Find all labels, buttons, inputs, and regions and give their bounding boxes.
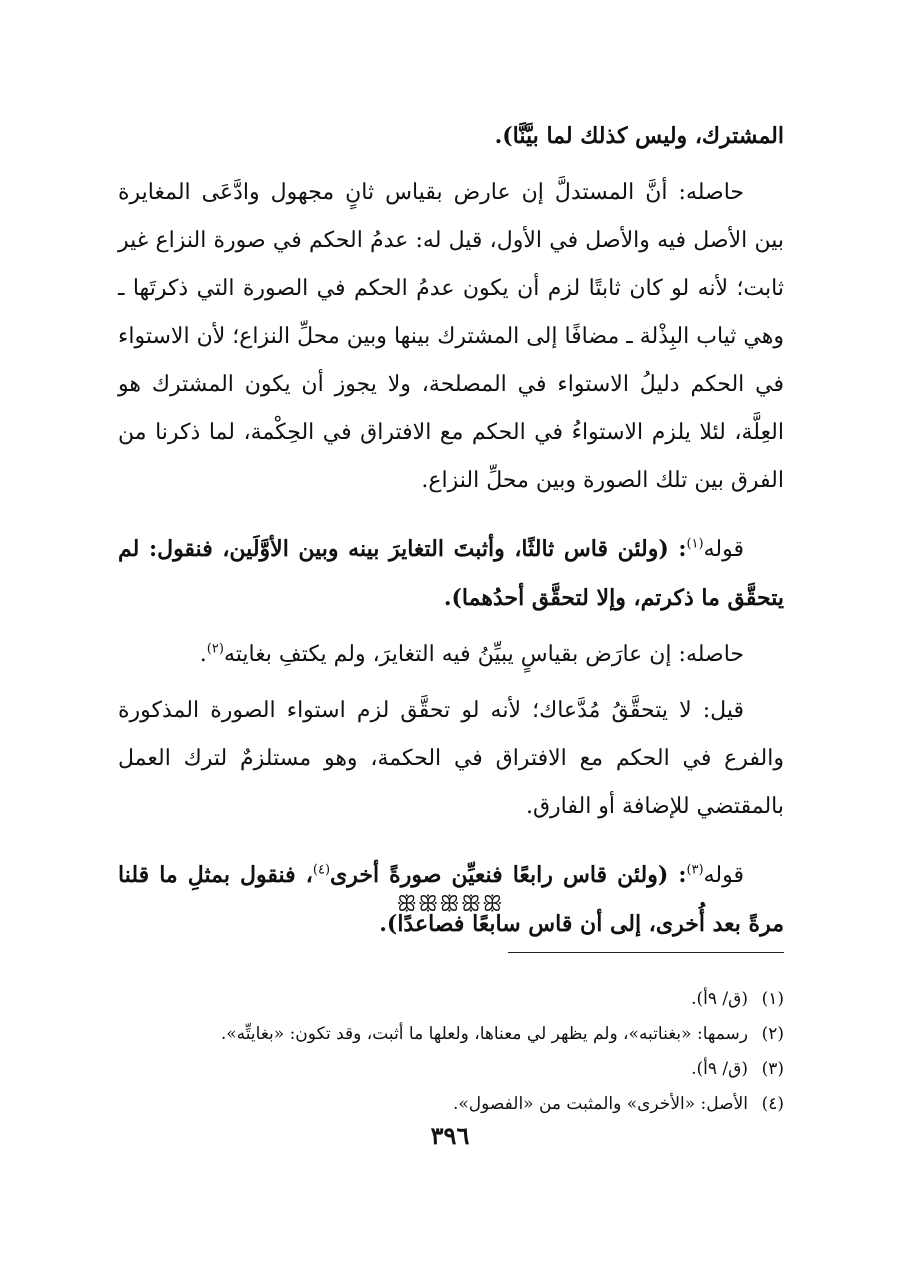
footnote-text: (ق/ ٩أ). — [691, 1059, 748, 1079]
text-run: حاصله: إن عارَض بقياسٍ يبيِّنُ فيه التغايرَ، ولم يكتفِ بغايته — [223, 642, 744, 667]
footnote — [118, 1087, 784, 1122]
paragraph — [118, 631, 784, 679]
footnote — [118, 982, 784, 1017]
footnote-number: (٤) — [761, 1094, 784, 1114]
footnote-number: (٢) — [761, 1024, 784, 1044]
text-run: قوله — [703, 537, 744, 562]
text-run: : (ولئن قاس رابعًا فنعيِّن صورةً أخرى — [330, 862, 687, 888]
text-run: قوله — [703, 863, 744, 888]
footnote-text: الأصل: «الأخرى» والمثبت من «الفصول». — [452, 1094, 748, 1114]
main-text — [118, 112, 784, 949]
paragraph — [118, 169, 784, 505]
footnote-text: (ق/ ٩أ). — [691, 989, 748, 1009]
footnote-number: (٣) — [761, 1059, 784, 1079]
text-run: المشترك، وليس كذلك لما بيَّنَّا). — [494, 123, 784, 149]
section-ornament: ꕥꕥꕥꕥꕥ — [396, 892, 504, 917]
footnote — [118, 1052, 784, 1087]
paragraph — [118, 112, 784, 161]
footnote-separator — [508, 952, 784, 953]
text-run: حاصله: أنَّ المستدلَّ إن عارض بقياس ثانٍ مجهول وادَّعَى المغايرة بين الأصل فيه والأصل في الأول، قيل له: عدمُ الحكم في صورة النزاع غير ثابت؛ لأنه لو كان ثابتًا لزم أن يكون عدمُ الحكم في الصورة التي ذكرتَها ـ وهي ثياب البِذْلة ـ مضافًا إلى المشترك بينها وبين محلِّ النزاع؛ لأن الاستواء في الحكم دليلُ الاستواء في المصلحة، ولا يجوز أن يكون المشترك هو العِلَّة، لئلا يلزم الاستواءُ في الحكم مع الافتراق في الحِكْمة، لما ذكرنا من الفرق بين تلك الصورة وبين محلِّ النزاع. — [118, 180, 784, 493]
text-run: . — [199, 642, 207, 667]
text-run: : (ولئن قاس ثالثًا، وأثبتَ التغايرَ بينه وبين الأوَّلَين، فنقول: لم يتحقَّق ما ذكرتم، وإلا لتحقَّق أحدُهما). — [118, 536, 784, 611]
paragraph — [118, 687, 784, 831]
footnote-marker: (٢) — [206, 641, 224, 657]
footnote-text: رسمها: «بغناتبه»، ولم يظهر لي معناها، ولعلها ما أثبت، وقد تكون: «بغايتِّه». — [220, 1024, 748, 1044]
footnote-marker: (١) — [686, 536, 704, 552]
page-number: ٣٩٦ — [430, 1121, 470, 1150]
footnote-marker: (٣) — [686, 862, 704, 878]
footnotes — [118, 982, 784, 1122]
footnote-number: (١) — [761, 989, 784, 1009]
text-run: ، فنقول بمثلِ ما قلنا مرةً بعد أُخرى، إلى أن قاس سابعًا فصاعدًا). — [118, 862, 784, 937]
footnote-marker: (٤) — [312, 862, 331, 878]
paragraph — [118, 525, 784, 623]
footnote — [118, 1017, 784, 1052]
text-run: قيل: لا يتحقَّقُ مُدَّعاك؛ لأنه لو تحقَّق لزم استواء الصورة المذكورة والفرع في الحكم مع الافتراق في الحكمة، وهو مستلزمٌ لترك العمل بالمقتضي للإضافة أو الفارق. — [118, 698, 784, 819]
